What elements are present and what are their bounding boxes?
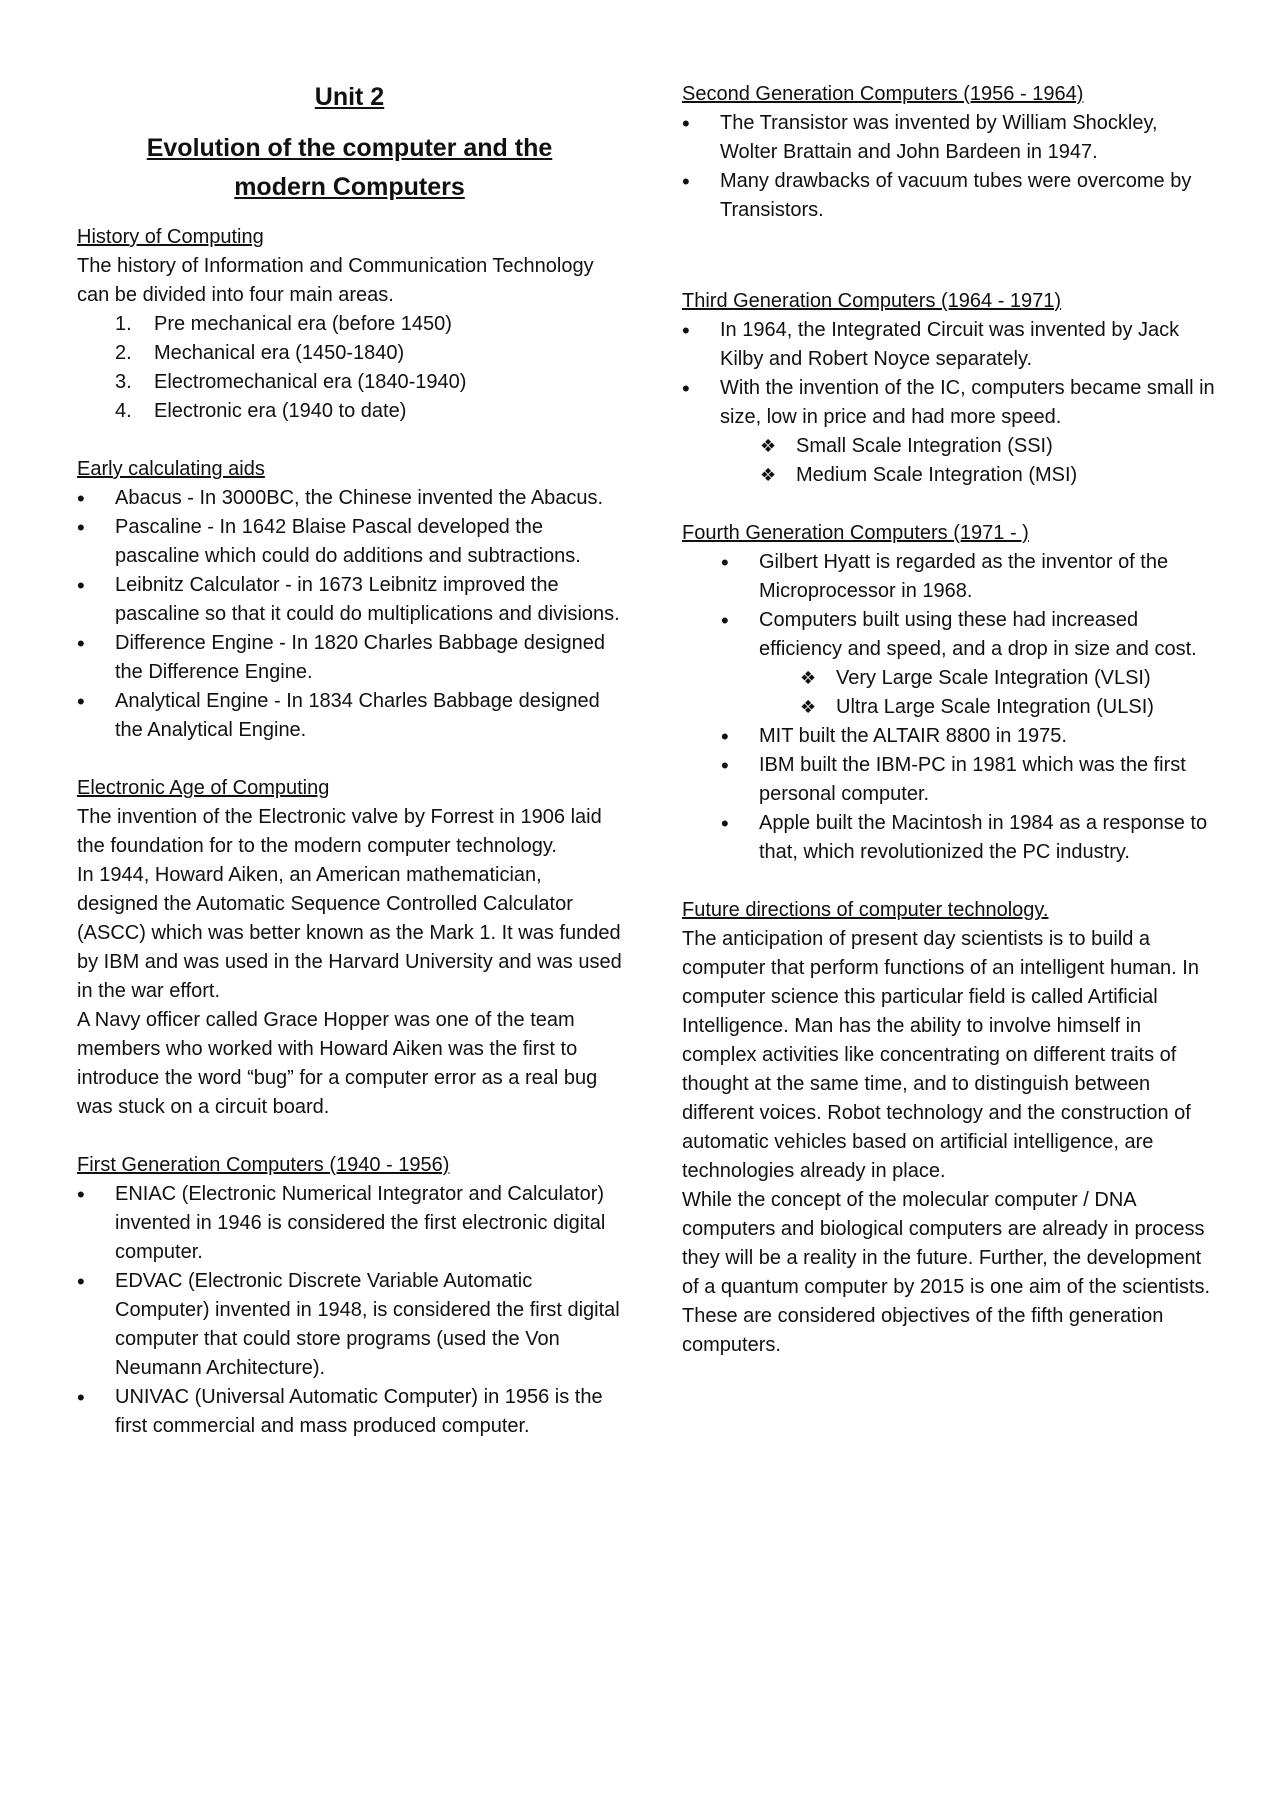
history-heading: History of Computing [77, 226, 264, 248]
list-item [115, 368, 622, 397]
right-column [682, 80, 1217, 1360]
list-item: ❖ Ultra Large Scale Integration (ULSI) [800, 693, 1217, 722]
list-item: • The Transistor was invented by William Shockley, Wolter Brattain and John Bardeen in 1947. [682, 109, 1217, 167]
list-item [115, 339, 622, 368]
unit-title: Unit 2 [314, 83, 385, 111]
list-item: ❖ Medium Scale Integration (MSI) [760, 461, 1217, 490]
list-number: 1. [115, 313, 132, 335]
list-item: • Many drawbacks of vacuum tubes were overcome by Transistors. [682, 167, 1217, 225]
third-gen-list [682, 316, 1217, 432]
list-item [115, 310, 622, 339]
future-heading: Future directions of computer technology. [682, 899, 1049, 921]
list-item: • MIT built the ALTAIR 8800 in 1975. [682, 722, 1217, 751]
list-item: • Leibnitz Calculator - in 1673 Leibnitz improved the pascaline so that it could do multiplications and divisions. [77, 571, 622, 629]
list-number: 2. [115, 342, 132, 364]
second-gen-list [682, 109, 1217, 225]
list-item: • With the invention of the IC, computers became small in size, low in price and had more speed. [682, 374, 1217, 432]
page-title-line1: Evolution of the computer and the [146, 134, 553, 162]
list-item-text: Electromechanical era (1840-1940) [154, 371, 467, 393]
future-para-1: The anticipation of present day scientists is to build a computer that perform functions of an intelligent human. In computer science this particular field is called Artificial Intelligence. Man has the ability to involve himself in complex activities like concentrating on different traits of thought at the same time, and to distinguish between different voices. Robot technology and the construction of automatic vehicles based on artificial intelligence, are technologies already in place. [682, 928, 1199, 1182]
list-item-text: Mechanical era (1450-1840) [154, 342, 405, 364]
electronic-age-heading: Electronic Age of Computing [77, 777, 330, 799]
list-item: ❖ Very Large Scale Integration (VLSI) [800, 664, 1217, 693]
first-gen-list [77, 1180, 622, 1441]
history-intro: The history of Information and Communication Technology can be divided into four main areas. [77, 255, 594, 306]
fourth-gen-heading: Fourth Generation Computers (1971 - ) [682, 522, 1029, 544]
list-item: • Pascaline - In 1642 Blaise Pascal developed the pascaline which could do additions and subtractions. [77, 513, 622, 571]
list-item-text: Pre mechanical era (before 1450) [154, 313, 452, 335]
list-item: • Difference Engine - In 1820 Charles Babbage designed the Difference Engine. [77, 629, 622, 687]
fourth-gen-list-b [682, 722, 1217, 867]
early-aids-list [77, 484, 622, 745]
list-item: • UNIVAC (Universal Automatic Computer) in 1956 is the first commercial and mass produced computer. [77, 1383, 622, 1441]
page-title-line2: modern Computers [234, 173, 465, 201]
future-para-2: While the concept of the molecular computer / DNA computers and biological computers are already in process they will be a reality in the future. Further, the development of a quantum computer by 2015 is one aim of the scientists. These are considered objectives of the fifth generation computers. [682, 1189, 1211, 1356]
electronic-para-3: A Navy officer called Grace Hopper was one of the team members who worked with Howard Aiken was the first to introduce the word “bug” for a computer error as a real bug was stuck on a circuit board. [77, 1009, 598, 1118]
left-column [77, 78, 622, 1441]
list-item: • Gilbert Hyatt is regarded as the inventor of the Microprocessor in 1968. [682, 548, 1217, 606]
list-item: • Analytical Engine - In 1834 Charles Babbage designed the Analytical Engine. [77, 687, 622, 745]
electronic-para-2: In 1944, Howard Aiken, an American mathematician, designed the Automatic Sequence Controlled Calculator (ASCC) which was better known as the Mark 1. It was funded by IBM and was used in the Harvard University and was used in the war effort. [77, 864, 622, 1002]
list-item: • Abacus - In 3000BC, the Chinese invented the Abacus. [77, 484, 622, 513]
eras-list [77, 310, 622, 426]
list-item: ❖ Small Scale Integration (SSI) [760, 432, 1217, 461]
list-item-text: Electronic era (1940 to date) [154, 400, 407, 422]
early-aids-heading: Early calculating aids [77, 458, 265, 480]
fourth-gen-sublist [682, 664, 1217, 722]
list-item: • Computers built using these had increased efficiency and speed, and a drop in size and cost. [682, 606, 1217, 664]
list-number: 4. [115, 400, 132, 422]
list-number: 3. [115, 371, 132, 393]
electronic-para-1: The invention of the Electronic valve by Forrest in 1906 laid the foundation for to the modern computer technology. [77, 806, 602, 857]
third-gen-sublist [682, 432, 1217, 490]
list-item [115, 397, 622, 426]
list-item: • In 1964, the Integrated Circuit was invented by Jack Kilby and Robert Noyce separately. [682, 316, 1217, 374]
third-gen-heading: Third Generation Computers (1964 - 1971) [682, 290, 1062, 312]
second-gen-heading: Second Generation Computers (1956 - 1964) [682, 83, 1084, 105]
list-item: • Apple built the Macintosh in 1984 as a response to that, which revolutionized the PC industry. [682, 809, 1217, 867]
fourth-gen-list-a [682, 548, 1217, 664]
list-item: • IBM built the IBM-PC in 1981 which was the first personal computer. [682, 751, 1217, 809]
list-item: • EDVAC (Electronic Discrete Variable Automatic Computer) invented in 1948, is considered the first digital computer that could store programs (used the Von Neumann Architecture). [77, 1267, 622, 1383]
list-item: • ENIAC (Electronic Numerical Integrator and Calculator) invented in 1946 is considered the first electronic digital computer. [77, 1180, 622, 1267]
first-gen-heading: First Generation Computers (1940 - 1956) [77, 1154, 450, 1176]
